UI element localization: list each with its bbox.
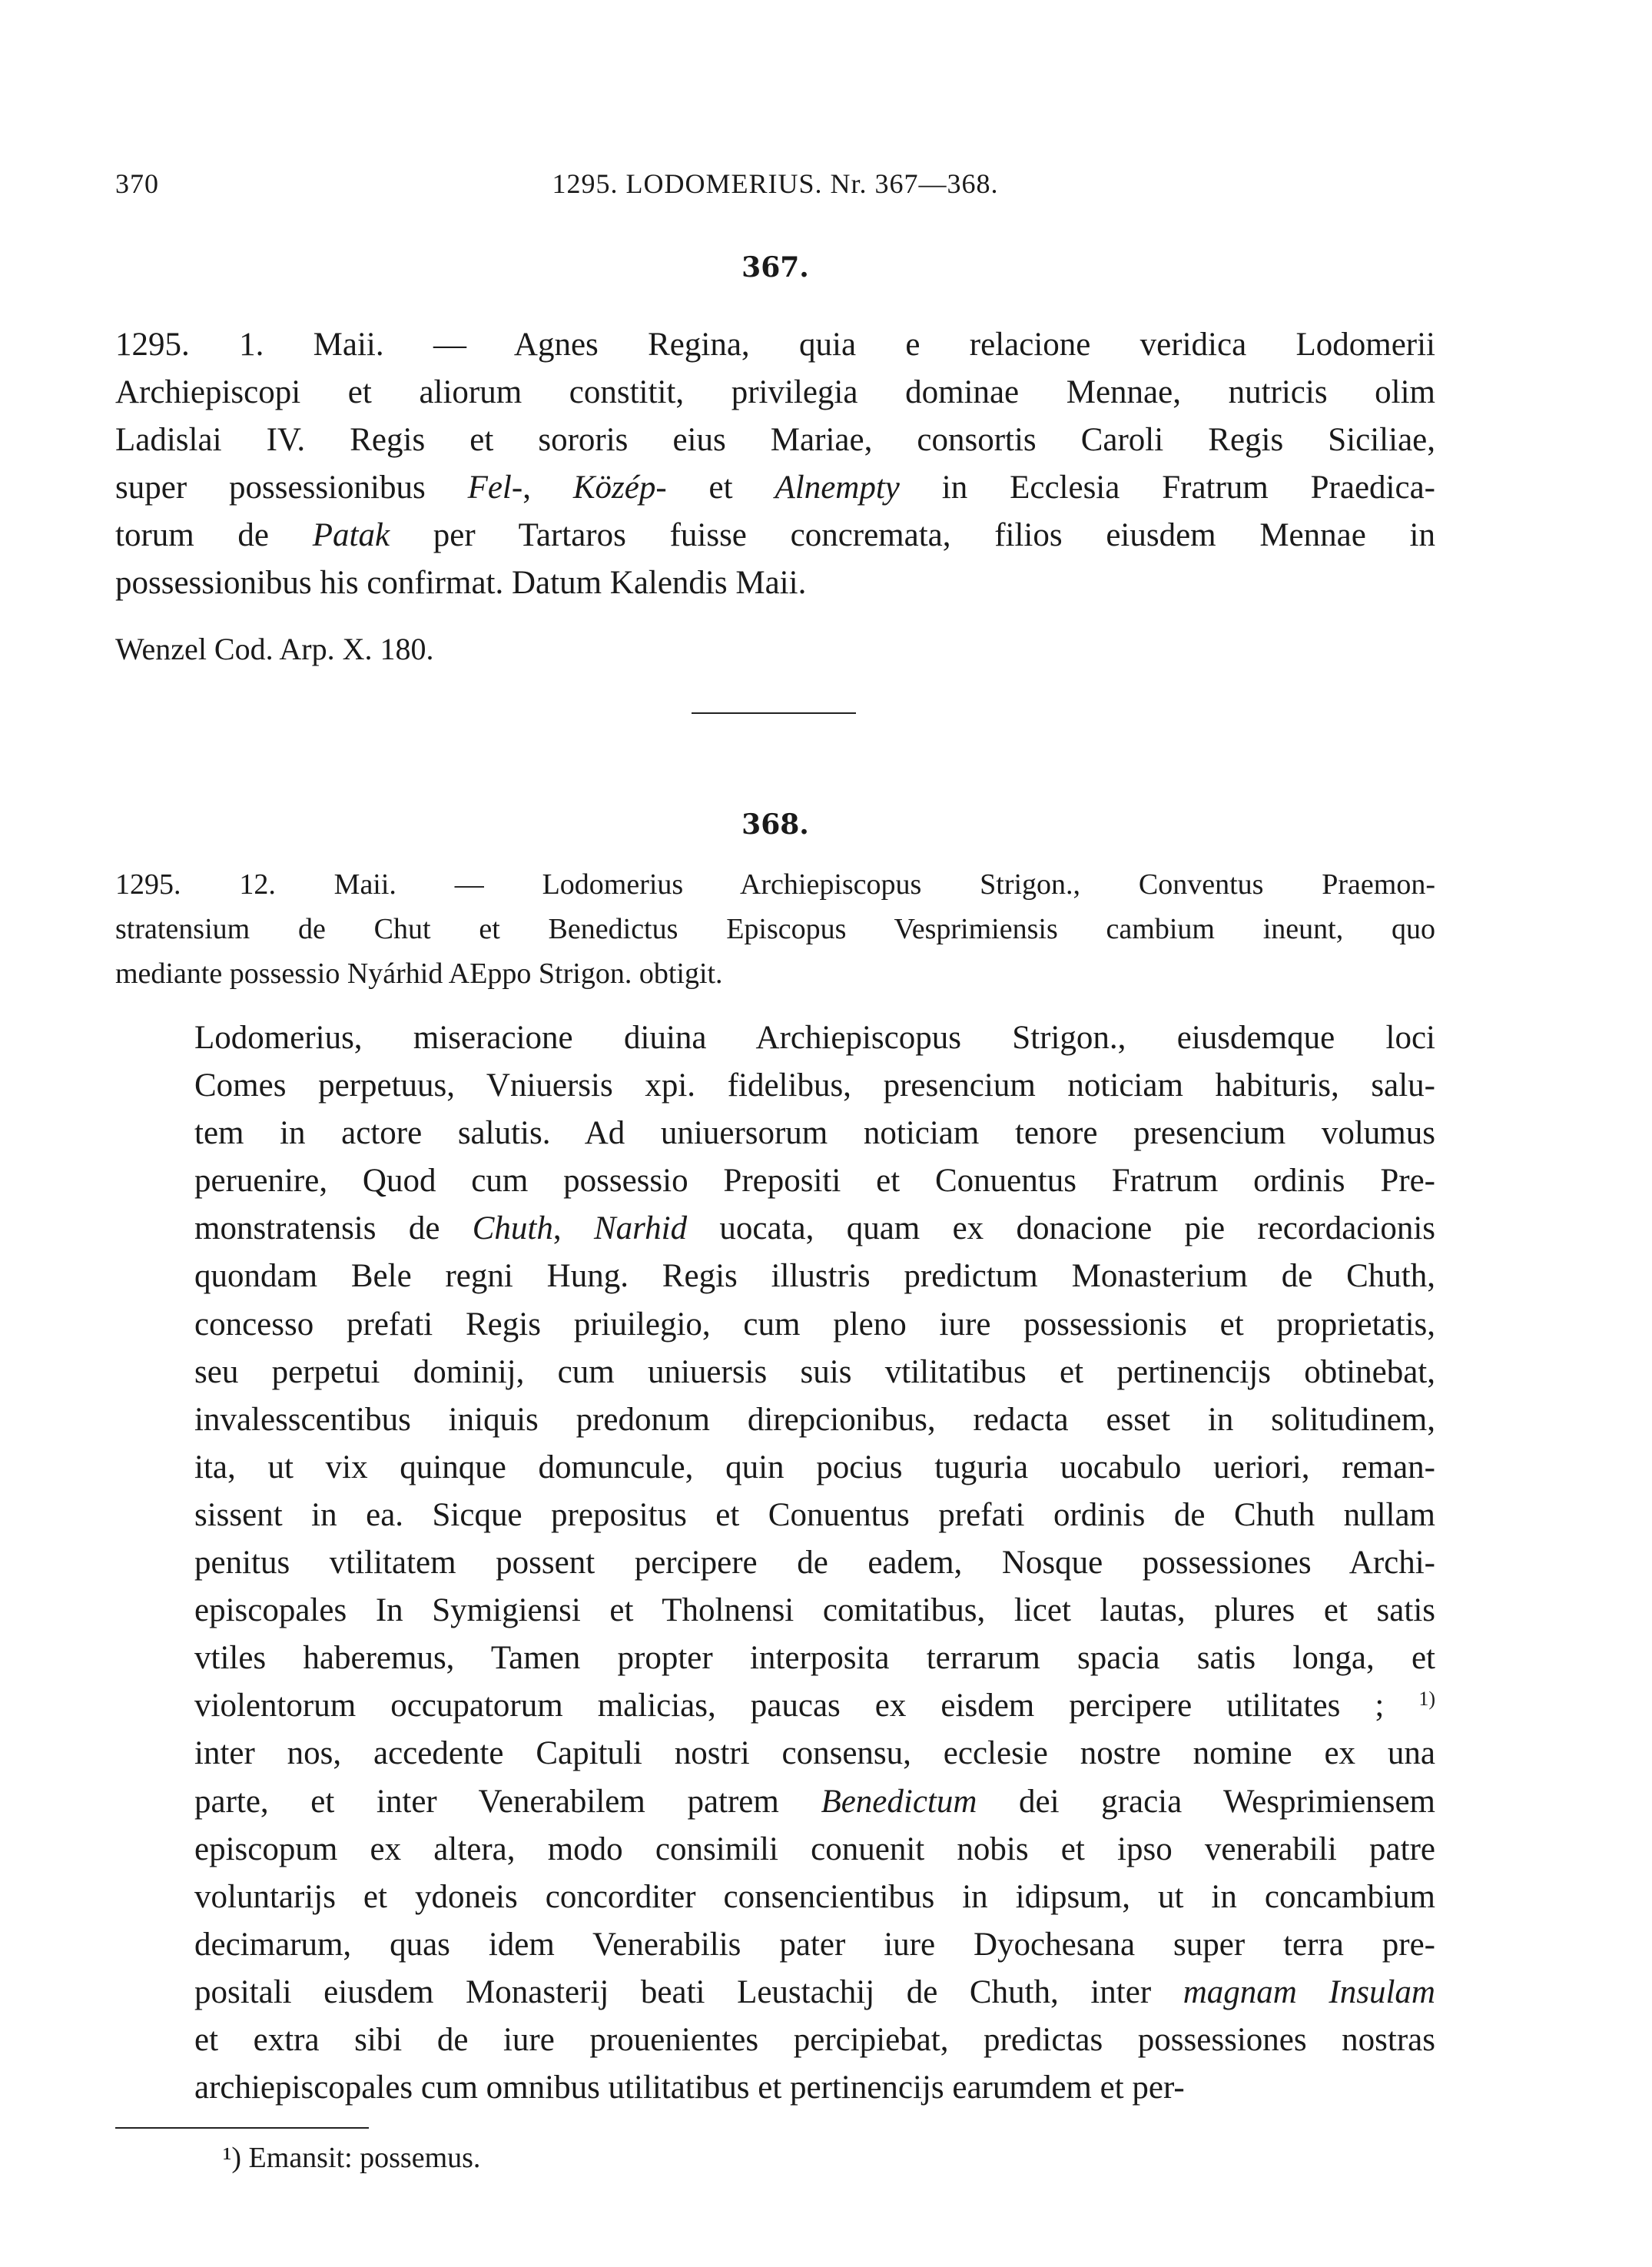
italic-term: Közép- [572, 470, 667, 506]
text-line: mediante possessio Nyárhid AEppo Strigon. obtigit. [115, 958, 723, 990]
text-line: sissent in ea. Sicque prepositus et Conuentus prefati ordinis de Chuth nullam [194, 1496, 1435, 1533]
footnote: ¹) Emansit: possemus. [223, 2142, 481, 2174]
text-line: archiepiscopales cum omnibus utilitatibus et pertinencijs earumdem et per- [194, 2070, 1185, 2106]
text-line: episcopum ex altera, modo consimili conuenit nobis et ipso venerabili patre [194, 1831, 1435, 1867]
text-line: violentorum occupatorum malicias, paucas ex eisdem percipere utilitates ; $^{1)}$ [194, 1688, 1435, 1724]
source-reference-367: Wenzel Cod. Arp. X. 180. [115, 632, 434, 666]
text-line: stratensium de Chut et Benedictus Episcopus Vesprimiensis cambium ineunt, quo [115, 913, 1435, 945]
separator-rule [692, 712, 856, 714]
text-line: quondam Bele regni Hung. Regis illustris predictum Monasterium de Chuth, [194, 1258, 1435, 1295]
text-line: invalesscentibus iniquis predonum direpcionibus, redacta esset in solitudinem, [194, 1401, 1435, 1438]
text-line: voluntarijs et ydoneis concorditer consencientibus in idipsum, ut in concambium [194, 1878, 1435, 1915]
summary-367 [115, 321, 1435, 607]
text-line: super possessionibus Fel-, Közép- et Alnempty in Ecclesia Fratrum Praedica- [115, 470, 1435, 506]
italic-term: Chuth [472, 1210, 553, 1247]
running-head [115, 168, 1435, 206]
footnote-rule [115, 2127, 369, 2129]
text-line: Lodomerius, miseracione diuina Archiepiscopus Strigon., eiusdemque loci [194, 1020, 1435, 1056]
page-number: 370 [115, 168, 159, 199]
text-line: penitus vtilitatem possent percipere de eadem, Nosque possessiones Archi- [194, 1545, 1435, 1582]
text-line: peruenire, Quod cum possessio Prepositi et Conuentus Fratrum ordinis Pre- [194, 1163, 1435, 1200]
document-number-368: 368. [741, 808, 809, 841]
text-line: tem in actore salutis. Ad uniuersorum noticiam tenore presencium volumus [194, 1115, 1435, 1152]
text-line: seu perpetui dominij, cum uniuersis suis vtilitatibus et pertinencijs obtinebat, [194, 1353, 1435, 1390]
italic-term: Alnempty [775, 470, 900, 506]
text-line: episcopales In Symigiensi et Tholnensi comitatibus, licet lautas, plures et satis [194, 1592, 1435, 1629]
text-line: 1295. 12. Maii. — Lodomerius Archiepiscopus Strigon., Conventus Praemon- [115, 868, 1435, 901]
document-number-367: 367. [741, 251, 809, 284]
text-line: vtiles haberemus, Tamen propter interposita terrarum spacia satis longa, et [194, 1640, 1435, 1677]
text-line: et extra sibi de iure prouenientes percipiebat, predictas possessiones nostras [194, 2021, 1435, 2058]
text-line: parte, et inter Venerabilem patrem Benedictum dei gracia Wesprimiensem [194, 1783, 1435, 1820]
text-line: Ladislai IV. Regis et sororis eius Mariae, consortis Caroli Regis Siciliae, [115, 422, 1435, 458]
italic-term: Fel- [467, 470, 523, 506]
text-line: torum de Patak per Tartaros fuisse concremata, filios eiusdem Mennae in [115, 517, 1435, 553]
footnote-marker: 1) [1418, 1688, 1435, 1711]
running-head-title: 1295. LODOMERIUS. Nr. 367—368. [552, 168, 999, 199]
italic-term: Patak [312, 517, 390, 553]
text-line: Comes perpetuus, Vniuersis xpi. fidelibus, presencium noticiam habituris, salu- [194, 1067, 1435, 1104]
summary-368 [115, 862, 1435, 996]
text-line: possessionibus his confirmat. Datum Kalendis Maii. [115, 565, 807, 601]
text-line: monstratensis de Chuth, Narhid uocata, quam ex donacione pie recordacionis [194, 1210, 1436, 1247]
italic-term: magnam Insulam [1183, 1973, 1435, 2010]
text-line: Archiepiscopi et aliorum constitit, privilegia dominae Mennae, nutricis olim [115, 374, 1435, 410]
text-line: decimarum, quas idem Venerabilis pater iure Dyochesana super terra pre- [194, 1926, 1435, 1963]
text-line: ita, ut vix quinque domuncule, quin pocius tuguria uocabulo ueriori, reman- [194, 1449, 1435, 1485]
text-line: inter nos, accedente Capituli nostri consensu, ecclesie nostre nomine ex una [194, 1735, 1435, 1772]
text-line: 1295. 1. Maii. — Agnes Regina, quia e relacione veridica Lodomerii [115, 327, 1435, 363]
text-line: concesso prefati Regis priuilegio, cum pleno iure possessionis et proprietatis, [194, 1306, 1435, 1343]
italic-term: Benedictum [821, 1783, 977, 1820]
charter-text-368 [115, 1014, 1435, 2112]
text-line: positali eiusdem Monasterij beati Leustachij de Chuth, inter magnam Insulam [194, 1973, 1435, 2010]
italic-term: Narhid [593, 1210, 688, 1247]
